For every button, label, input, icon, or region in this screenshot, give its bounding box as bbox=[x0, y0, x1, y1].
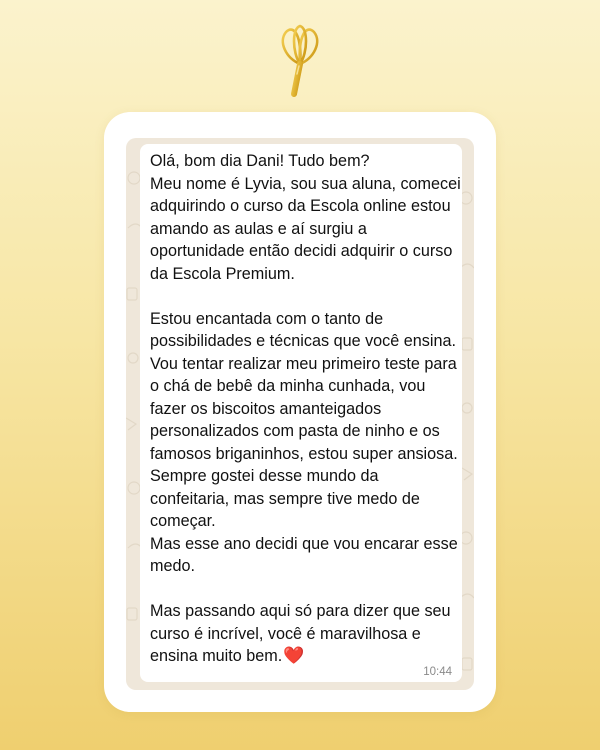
heart-emoji-icon: ❤️ bbox=[283, 646, 305, 665]
message-body: Olá, bom dia Dani! Tudo bem? Meu nome é Lyvia, sou sua aluna, comecei adquirindo o curso da Escola online estou amando as aulas e aí surgiu a oportunidade então decidi adquirir o curso da Escola Premium. Estou encantada com o tanto de possibilidades e técnicas que você ensina. Vou tentar realizar meu primeiro teste para o chá de bebê da minha cunhada, vou fazer os biscoitos amanteigados personalizados com pasta de ninho e os famosos briganinhos, estou super ansiosa. Sempre gostei desse mundo da confeitaria, mas sempre tive medo de começar. Mas esse ano decidi que vou encarar esse medo. Mas passando aqui só para dizer que seu curso é incrível, você é maravilhosa e ensina muito bem. bbox=[150, 152, 461, 665]
message-timestamp: 10:44 bbox=[423, 666, 452, 678]
message-card bbox=[104, 112, 496, 712]
chat-wallpaper bbox=[126, 138, 474, 690]
message-bubble[interactable] bbox=[140, 144, 462, 682]
whisk-icon bbox=[272, 18, 328, 102]
message-text bbox=[150, 150, 462, 668]
